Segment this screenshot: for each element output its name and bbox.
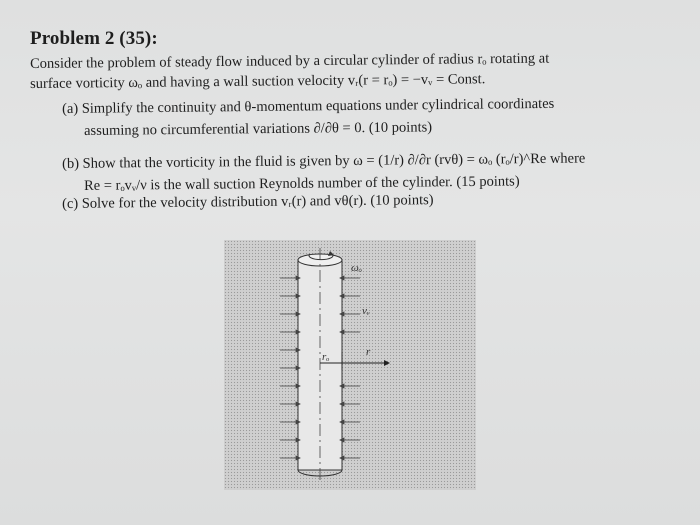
intro-line-1: Consider the problem of steady flow induced by a circular cylinder of radius rₒ rotating at — [30, 50, 550, 72]
cylinder-figure — [224, 240, 476, 490]
r-label: r — [366, 346, 371, 358]
right-suction-arrows — [340, 276, 360, 460]
cylinder-diagram — [224, 240, 476, 490]
vw-label: vᵥ — [362, 305, 370, 317]
part-a-line-2: assuming no circumferential variations ∂/∂θ = 0. (10 points) — [84, 119, 433, 139]
part-a-line-1: (a) Simplify the continuity and θ-momentum equations under cylindrical coordinates — [62, 95, 555, 117]
problem-title: Problem 2 (35): — [30, 28, 158, 49]
part-c-line-1: (c) Solve for the velocity distribution vᵣ(r) and vθ(r). (10 points) — [62, 192, 434, 212]
left-suction-arrows — [280, 276, 300, 460]
part-b-line-2: Re = rₒvᵥ/ν is the wall suction Reynolds number of the cylinder. (15 points) — [84, 173, 520, 194]
omega-label: ωₒ — [351, 262, 362, 274]
intro-line-2: surface vorticity ωₒ and having a wall suction velocity vᵣ(r = rₒ) = −vᵥ = Const. — [30, 71, 486, 92]
radius-arrowhead — [384, 360, 390, 366]
part-b-line-1: (b) Show that the vorticity in the fluid is given by ω = (1/r) ∂/∂r (rvθ) = ωₒ (rₒ/r)^Re where — [62, 150, 586, 172]
ro-label: rₒ — [322, 351, 330, 363]
